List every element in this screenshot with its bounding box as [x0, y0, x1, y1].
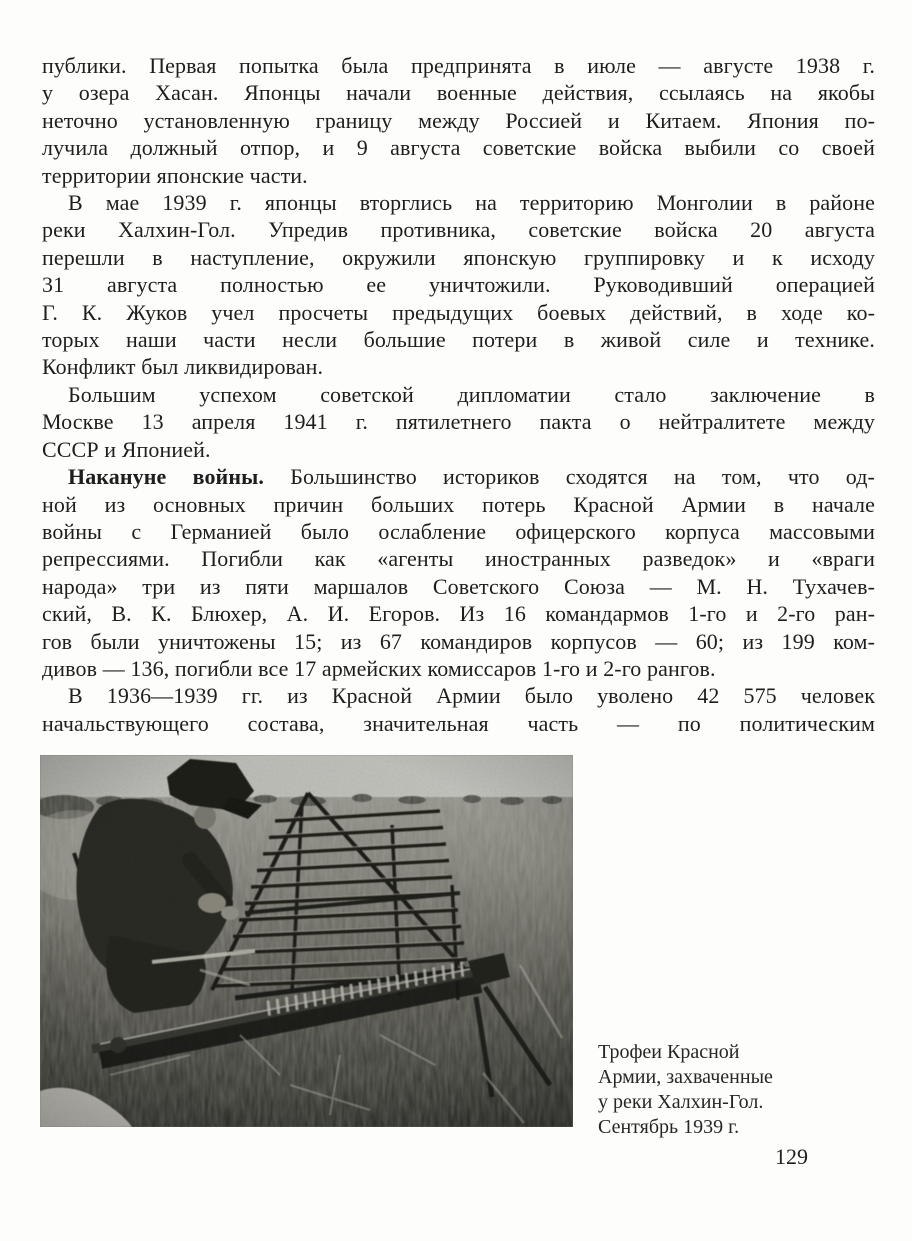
text-line: Конфликт был ликвидирован.: [42, 354, 324, 380]
text-line: неточно установленную границу между Россией и Китаем. Япония по-: [42, 107, 875, 133]
text-line: территории японские части.: [42, 162, 308, 188]
caption-line: Трофеи Красной: [598, 1041, 740, 1063]
text-line: реки Халхин-Гол. Упредив противника, советские войска 20 августа: [42, 217, 875, 243]
text-line: у озера Хасан. Японцы начали военные действия, ссылаясь на якобы: [42, 80, 875, 106]
text-line: Г. К. Жуков учел просчеты предыдущих боевых действий, в ходе ко-: [42, 299, 875, 325]
text-line: войны с Германией было ослабление офицерского корпуса массовыми: [42, 518, 875, 544]
text-line: перешли в наступление, окружили японскую группировку и к исходу: [42, 244, 875, 270]
body-text: [42, 52, 875, 737]
caption-line: у реки Халхин-Гол.: [598, 1091, 764, 1113]
text-line: Москве 13 апреля 1941 г. пятилетнего пакта о нейтралитете между: [42, 409, 875, 435]
text-line: ский, В. К. Блюхер, А. И. Егоров. Из 16 командармов 1-го и 2-го ран-: [42, 601, 875, 627]
text-line: народа» три из пяти маршалов Советского Союза — М. Н. Тухачев-: [42, 573, 875, 599]
text-line: ной из основных причин больших потерь Красной Армии в начале: [42, 491, 875, 517]
photo-war-trophies: [40, 755, 573, 1127]
photo-illustration: [40, 755, 573, 1127]
bold-lead: Накануне войны.: [68, 464, 264, 490]
text-line: дивов — 136, погибли все 17 армейских комиссаров 1-го и 2-го рангов.: [42, 655, 716, 681]
photo-caption: [598, 1040, 848, 1140]
text-line: В 1936—1939 гг. из Красной Армии было уволено 42 575 человек: [68, 683, 875, 709]
caption-line: Армии, захваченные: [598, 1066, 773, 1088]
text-line: гов были уничтожены 15; из 67 командиров корпусов — 60; из 199 ком-: [42, 628, 875, 654]
text-line: В мае 1939 г. японцы вторглись на территорию Монголии в районе: [68, 190, 875, 216]
text-line: начальствующего состава, значительная часть — по политическим: [42, 710, 875, 736]
text-line: репрессиями. Погибли как «агенты иностранных разведок» и «враги: [42, 546, 875, 572]
text-line: торых наши части несли большие потери в живой силе и технике.: [42, 327, 875, 353]
caption-line: Сентябрь 1939 г.: [598, 1116, 740, 1138]
text-line: 31 августа полностью ее уничтожили. Руководивший операцией: [42, 272, 875, 298]
text-line: публики. Первая попытка была предпринята в июле — августе 1938 г.: [42, 53, 875, 78]
text-line: Накануне войны. Большинство историков сходятся на том, что од-: [68, 464, 875, 490]
text-line: СССР и Японией.: [42, 436, 211, 462]
vignette: [40, 755, 573, 1127]
page-number: 129: [775, 1144, 808, 1169]
text-line: Большим успехом советской дипломатии стало заключение в: [68, 381, 875, 407]
text-line: лучила должный отпор, и 9 августа советские войска выбили со своей: [42, 135, 875, 161]
